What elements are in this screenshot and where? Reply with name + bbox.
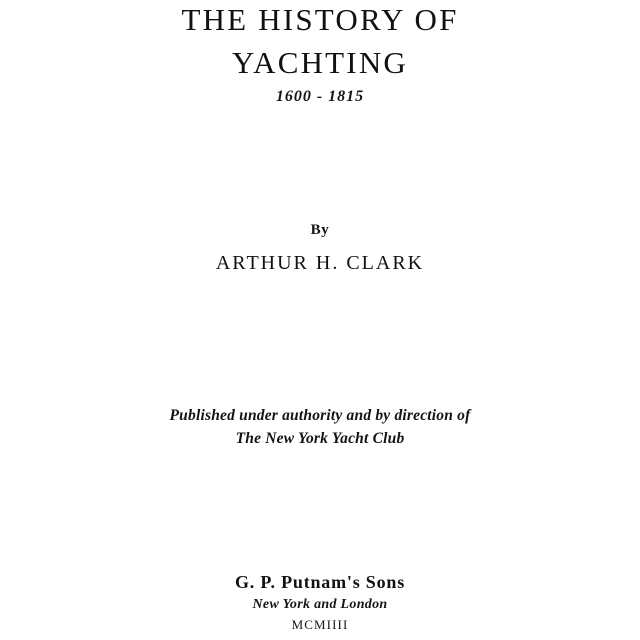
by-label: By xyxy=(310,222,330,238)
book-title xyxy=(0,0,640,83)
authority-statement xyxy=(0,404,640,450)
authority-line-2: The New York Yacht Club xyxy=(235,430,405,447)
publisher-imprint xyxy=(0,570,640,634)
publisher-name: G. P. Putnam's Sons xyxy=(234,572,406,592)
date-range: 1600 - 1815 xyxy=(275,88,365,105)
author-name: ARTHUR H. CLARK xyxy=(215,252,425,274)
publisher-city: New York and London xyxy=(252,597,388,612)
authority-line-1: Published under authority and by direction of xyxy=(169,407,471,424)
publication-year: MCMIIII xyxy=(291,617,349,632)
title-line-2: YACHTING xyxy=(231,45,409,80)
title-line-1: THE HISTORY OF xyxy=(181,2,459,37)
